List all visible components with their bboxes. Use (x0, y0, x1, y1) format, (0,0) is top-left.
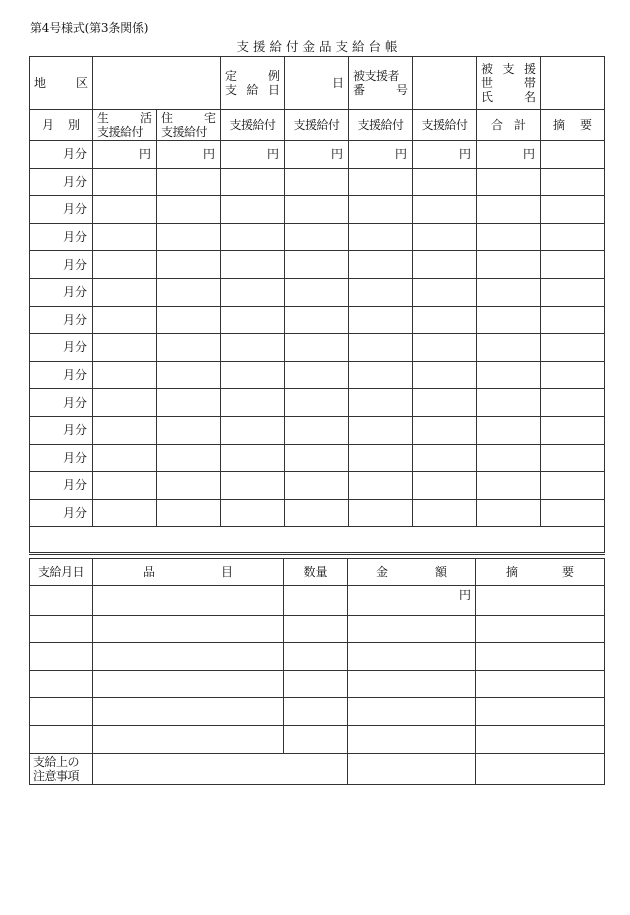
month-row (30, 223, 605, 251)
remarks-cell[interactable] (541, 196, 605, 224)
amount-cell[interactable] (349, 416, 413, 444)
remarks-cell[interactable] (541, 251, 605, 279)
regular-payday-label-cell (221, 57, 285, 110)
month-cell: 月分 (30, 278, 93, 306)
amount-cell[interactable] (157, 334, 221, 362)
item-name-cell[interactable] (93, 725, 284, 753)
quantity-cell[interactable] (284, 725, 348, 753)
quantity-cell[interactable] (284, 670, 348, 698)
amount-cell[interactable] (285, 196, 349, 224)
amount-char-2: 額 (434, 565, 447, 579)
amount-cell[interactable] (221, 196, 285, 224)
amount-cell[interactable] (221, 416, 285, 444)
month-cell: 月分 (30, 334, 93, 362)
amount-cell[interactable] (157, 416, 221, 444)
amount-cell-yen[interactable]: 円 (349, 141, 413, 169)
amount-cell[interactable] (221, 223, 285, 251)
month-cell: 月分 (30, 223, 93, 251)
item-char-1: 品 (143, 565, 156, 579)
item-row (30, 586, 605, 616)
amount-cell[interactable] (348, 670, 476, 698)
col-month-header (30, 110, 93, 141)
amount-cell[interactable] (221, 334, 285, 362)
district-label-cell (30, 57, 93, 110)
month-row (30, 278, 605, 306)
col-item-header (93, 559, 284, 586)
amount-cell[interactable] (93, 472, 157, 500)
amount-cell[interactable] (348, 725, 476, 753)
item-name-cell[interactable] (93, 670, 284, 698)
month-cell: 月分 (30, 499, 93, 527)
payday-char-3: 日 (267, 83, 280, 97)
amount-cell[interactable] (221, 168, 285, 196)
remarks-cell[interactable] (541, 499, 605, 527)
amount-cell[interactable] (285, 472, 349, 500)
payment-date-cell[interactable] (30, 643, 93, 671)
item-name-cell[interactable] (93, 698, 284, 726)
amount-cell[interactable] (349, 334, 413, 362)
ledger-spacer-row (30, 527, 605, 554)
item-name-cell[interactable] (93, 643, 284, 671)
notes-label-cell (30, 753, 93, 784)
month-cell: 月分 (30, 141, 93, 169)
amount-cell[interactable] (285, 223, 349, 251)
living-char-2: 活 (139, 111, 152, 125)
col-support-header-2: 支援給付 (285, 110, 349, 141)
item-row (30, 698, 605, 726)
amount-cell[interactable] (349, 444, 413, 472)
amount-cell[interactable] (93, 278, 157, 306)
amount-cell[interactable] (157, 389, 221, 417)
housing-support-label: 支援給付 (161, 125, 208, 139)
amount-cell[interactable] (93, 168, 157, 196)
amount-cell[interactable] (93, 223, 157, 251)
month-cell: 月分 (30, 389, 93, 417)
col-total-header (477, 110, 541, 141)
amount-cell[interactable] (477, 196, 541, 224)
month-row (30, 334, 605, 362)
month-row (30, 196, 605, 224)
notes-extra-cell-2[interactable] (476, 753, 605, 784)
amount-cell-yen[interactable]: 円 (413, 141, 477, 169)
quantity-cell[interactable] (284, 615, 348, 643)
form-label: 第4号様式(第3条関係) (30, 21, 149, 35)
payment-date-cell[interactable] (30, 698, 93, 726)
amount-cell[interactable] (93, 444, 157, 472)
amount-cell[interactable] (477, 499, 541, 527)
item-char-2: 目 (220, 565, 233, 579)
amount-cell[interactable] (221, 306, 285, 334)
remarks-cell[interactable] (541, 141, 605, 169)
col-support-header-1: 支援給付 (221, 110, 285, 141)
day-unit-label: 日 (331, 76, 344, 90)
amount-cell[interactable] (157, 223, 221, 251)
col-payment-date-header: 支給月日 (30, 559, 93, 586)
amount-cell[interactable] (477, 334, 541, 362)
item-row (30, 670, 605, 698)
month-cell: 月分 (30, 361, 93, 389)
notes-row (30, 753, 605, 784)
amount-cell[interactable] (221, 389, 285, 417)
household-char-4: 世 (481, 76, 494, 90)
regular-char-2: 例 (267, 69, 280, 83)
amount-cell[interactable] (221, 499, 285, 527)
items-table (29, 558, 605, 785)
month-cell: 月分 (30, 472, 93, 500)
col-living-support-header (93, 110, 157, 141)
month-cell: 月分 (30, 168, 93, 196)
col-housing-support-header (157, 110, 221, 141)
amount-cell[interactable] (221, 472, 285, 500)
month-row (30, 416, 605, 444)
item-rows (30, 586, 605, 754)
amount-cell[interactable] (477, 416, 541, 444)
amount-cell[interactable] (157, 444, 221, 472)
amount-cell[interactable] (349, 168, 413, 196)
item-row (30, 725, 605, 753)
month-row (30, 389, 605, 417)
amount-cell[interactable] (285, 416, 349, 444)
amount-cell[interactable] (157, 361, 221, 389)
recipient-label: 被支援者 (353, 69, 400, 83)
amount-cell[interactable] (285, 168, 349, 196)
amount-cell-yen[interactable]: 円 (157, 141, 221, 169)
amount-cell[interactable] (349, 472, 413, 500)
payment-date-cell[interactable] (30, 725, 93, 753)
amount-cell[interactable] (413, 196, 477, 224)
remarks-cell[interactable] (541, 334, 605, 362)
month-row (30, 361, 605, 389)
notes-label-line-2: 注意事項 (33, 768, 80, 783)
notes-label-line-1: 支給上の (33, 754, 80, 769)
remarks-cell[interactable] (541, 472, 605, 500)
amount-cell[interactable] (93, 416, 157, 444)
month-rows (30, 141, 605, 527)
month-row (30, 306, 605, 334)
remarks-cell[interactable] (541, 278, 605, 306)
amount-cell[interactable] (477, 223, 541, 251)
amount-cell[interactable] (221, 251, 285, 279)
month-cell: 月分 (30, 444, 93, 472)
notes-value-cell[interactable] (93, 753, 348, 784)
remarks-cell[interactable] (541, 389, 605, 417)
amount-cell[interactable] (221, 278, 285, 306)
amount-cell[interactable] (413, 472, 477, 500)
amount-cell[interactable] (285, 444, 349, 472)
district-char-1: 地 (34, 76, 47, 90)
remarks-cell[interactable] (541, 361, 605, 389)
quantity-cell[interactable] (284, 643, 348, 671)
amount-cell[interactable] (477, 278, 541, 306)
housing-char-1: 住 (161, 111, 174, 125)
remarks-cell[interactable] (541, 444, 605, 472)
amount-cell[interactable] (413, 499, 477, 527)
month-row (30, 499, 605, 527)
amount-cell[interactable] (93, 334, 157, 362)
payday-char-1: 支 (225, 83, 238, 97)
item-row (30, 615, 605, 643)
ledger-header-row (30, 57, 605, 110)
amount-cell[interactable] (285, 306, 349, 334)
amount-cell[interactable] (413, 361, 477, 389)
item-remarks-char-2: 要 (561, 565, 574, 579)
quantity-cell[interactable] (284, 698, 348, 726)
number-char-1: 番 (353, 83, 366, 97)
amount-cell-yen[interactable]: 円 (221, 141, 285, 169)
household-char-1: 被 (481, 62, 494, 76)
amount-cell[interactable] (157, 306, 221, 334)
amount-cell[interactable] (285, 499, 349, 527)
col-support-header-3: 支援給付 (349, 110, 413, 141)
housing-char-2: 宅 (203, 111, 216, 125)
household-name-label-cell (477, 57, 541, 110)
remarks-cell[interactable] (541, 416, 605, 444)
amount-cell[interactable] (349, 389, 413, 417)
month-cell: 月分 (30, 251, 93, 279)
amount-cell[interactable] (157, 278, 221, 306)
item-remarks-cell[interactable] (476, 643, 605, 671)
district-value-cell[interactable] (93, 57, 221, 110)
ledger-column-header-row (30, 110, 605, 141)
amount-cell[interactable] (477, 472, 541, 500)
amount-cell[interactable] (157, 472, 221, 500)
month-row (30, 251, 605, 279)
amount-cell[interactable] (285, 389, 349, 417)
amount-cell[interactable] (477, 361, 541, 389)
amount-cell[interactable] (93, 389, 157, 417)
remarks-cell[interactable] (541, 223, 605, 251)
quantity-cell[interactable] (284, 586, 348, 616)
amount-cell-yen[interactable]: 円 (285, 141, 349, 169)
month-header-char-1: 月 (42, 118, 55, 132)
amount-cell[interactable] (413, 334, 477, 362)
remarks-cell[interactable] (541, 168, 605, 196)
remarks-char-2: 要 (579, 118, 592, 132)
month-cell: 月分 (30, 196, 93, 224)
amount-cell[interactable] (413, 389, 477, 417)
amount-cell[interactable] (221, 361, 285, 389)
amount-cell[interactable] (349, 278, 413, 306)
amount-cell[interactable] (348, 643, 476, 671)
amount-cell[interactable] (285, 278, 349, 306)
amount-cell[interactable] (348, 615, 476, 643)
payment-date-cell[interactable] (30, 586, 93, 616)
amount-char-1: 金 (376, 565, 389, 579)
amount-cell[interactable] (93, 306, 157, 334)
remarks-cell[interactable] (541, 306, 605, 334)
notes-extra-cell-1[interactable] (348, 753, 476, 784)
total-char-1: 合 (491, 118, 504, 132)
col-support-header-4: 支援給付 (413, 110, 477, 141)
number-char-2: 号 (395, 83, 408, 97)
amount-cell[interactable] (157, 251, 221, 279)
household-name-value-cell[interactable] (541, 57, 605, 110)
ledger-spacer-cell (30, 527, 605, 554)
amount-cell[interactable] (413, 416, 477, 444)
amount-cell[interactable] (413, 306, 477, 334)
amount-cell[interactable] (349, 306, 413, 334)
amount-cell[interactable] (93, 499, 157, 527)
household-char-3: 援 (523, 62, 536, 76)
amount-cell[interactable] (413, 223, 477, 251)
month-cell: 月分 (30, 416, 93, 444)
col-amount-header (348, 559, 476, 586)
amount-cell[interactable] (349, 361, 413, 389)
amount-cell[interactable] (477, 306, 541, 334)
amount-cell[interactable] (413, 278, 477, 306)
amount-cell-yen[interactable]: 円 (477, 141, 541, 169)
ledger-table (29, 56, 605, 555)
document-title: 支援給付金品支給台帳 (236, 39, 402, 54)
items-header-row (30, 559, 605, 586)
amount-cell[interactable] (349, 251, 413, 279)
month-cell: 月分 (30, 306, 93, 334)
amount-cell[interactable] (221, 444, 285, 472)
item-remarks-cell[interactable] (476, 615, 605, 643)
payday-char-2: 給 (246, 83, 259, 97)
col-remarks-header (541, 110, 605, 141)
district-char-2: 区 (75, 76, 88, 90)
household-char-7: 名 (523, 90, 536, 104)
amount-cell[interactable] (93, 361, 157, 389)
amount-cell[interactable] (349, 196, 413, 224)
regular-payday-value-cell[interactable] (285, 57, 349, 110)
recipient-number-value-cell[interactable] (413, 57, 477, 110)
payment-date-cell[interactable] (30, 615, 93, 643)
payment-date-cell[interactable] (30, 670, 93, 698)
amount-cell[interactable] (285, 361, 349, 389)
amount-cell[interactable] (285, 334, 349, 362)
amount-cell[interactable] (413, 251, 477, 279)
amount-cell[interactable] (93, 196, 157, 224)
living-char-1: 生 (97, 111, 110, 125)
month-header-char-2: 別 (67, 118, 80, 132)
amount-cell[interactable] (285, 251, 349, 279)
amount-cell[interactable] (349, 223, 413, 251)
amount-cell[interactable] (477, 168, 541, 196)
item-remarks-char-1: 摘 (506, 565, 519, 579)
amount-cell[interactable] (157, 499, 221, 527)
month-row (30, 141, 605, 169)
col-item-remarks-header (476, 559, 605, 586)
month-row (30, 444, 605, 472)
amount-cell[interactable] (157, 196, 221, 224)
household-char-5: 帯 (523, 76, 536, 90)
remarks-char-1: 摘 (553, 118, 566, 132)
month-row (30, 472, 605, 500)
recipient-number-label-cell (349, 57, 413, 110)
household-char-6: 氏 (481, 90, 494, 104)
item-remarks-cell[interactable] (476, 586, 605, 616)
living-support-label: 支援給付 (97, 125, 144, 139)
amount-cell[interactable] (413, 168, 477, 196)
amount-cell[interactable] (477, 251, 541, 279)
household-char-2: 支 (502, 62, 515, 76)
col-quantity-header: 数量 (284, 559, 348, 586)
amount-cell-yen[interactable]: 円 (93, 141, 157, 169)
amount-cell[interactable] (477, 444, 541, 472)
item-name-cell[interactable] (93, 586, 284, 616)
amount-cell[interactable] (349, 499, 413, 527)
amount-cell[interactable] (93, 251, 157, 279)
item-row (30, 643, 605, 671)
amount-cell[interactable] (157, 168, 221, 196)
month-row (30, 168, 605, 196)
item-remarks-cell[interactable] (476, 670, 605, 698)
amount-cell[interactable] (348, 698, 476, 726)
amount-cell[interactable]: 円 (348, 586, 476, 616)
item-name-cell[interactable] (93, 615, 284, 643)
amount-cell[interactable] (413, 444, 477, 472)
regular-char-1: 定 (225, 69, 238, 83)
amount-cell[interactable] (477, 389, 541, 417)
item-remarks-cell[interactable] (476, 698, 605, 726)
item-remarks-cell[interactable] (476, 725, 605, 753)
total-char-2: 計 (513, 118, 526, 132)
